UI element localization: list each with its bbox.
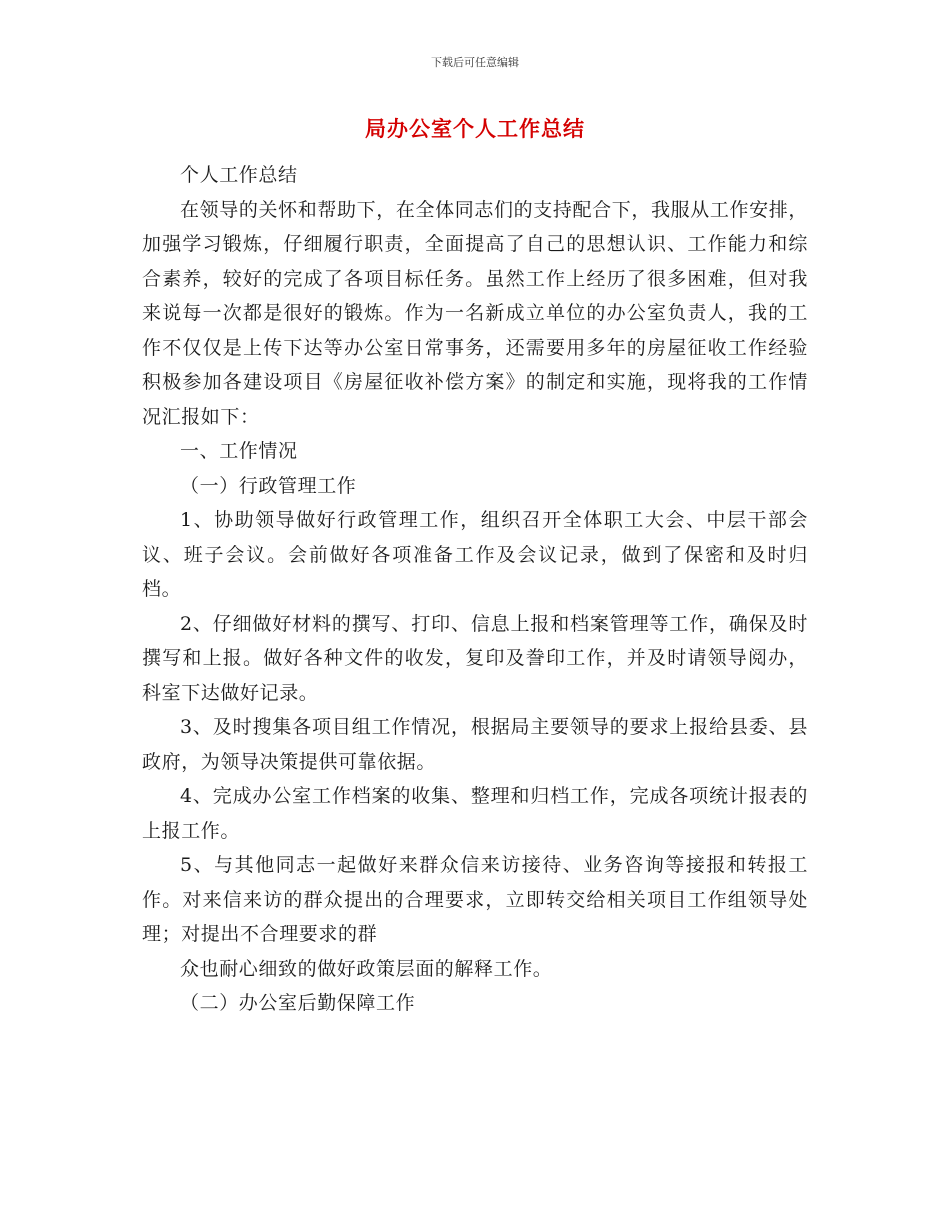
document-title: 局办公室个人工作总结 [365, 117, 585, 141]
subsection-heading-admin: （一）行政管理工作 [180, 474, 357, 497]
header-note: 下载后可任意编辑 [431, 56, 519, 69]
section-heading-work-situation: 一、工作情况 [180, 440, 298, 462]
paragraph-item-5: 5、与其他同志一起做好来群众信来访接待、业务咨询等接报和转报工作。对来信来访的群众提出的合理要求，立即转交给相关项目工作组领导处理；对提出不合理要求的群 [142, 854, 808, 945]
paragraph-subtitle: 个人工作总结 [180, 164, 298, 186]
paragraph-item-2: 2、仔细做好材料的撰写、打印、信息上报和档案管理等工作，确保及时撰写和上报。做好各种文件的收发，复印及誊印工作，并及时请领导阅办，科室下达做好记录。 [142, 612, 808, 704]
paragraph-item-5-continued: 众也耐心细致的做好政策层面的解释工作。 [180, 957, 553, 980]
paragraph-item-1: 1、协助领导做好行政管理工作，组织召开全体职工大会、中层干部会议、班子会议。会前做好各项准备工作及会议记录，做到了保密和及时归档。 [142, 509, 808, 600]
document-body [142, 158, 808, 1021]
paragraph-intro: 在领导的关怀和帮助下，在全体同志们的支持配合下，我服从工作安排，加强学习锻炼，仔细履行职责，全面提高了自己的思想认识、工作能力和综合素养，较好的完成了各项目标任务。虽然工作上经历了很多困难，但对我来说每一次都是很好的锻炼。作为一名新成立单位的办公室负责人，我的工作不仅仅是上传下达等办公室日常事务，还需要用多年的房屋征收工作经验积极参加各建设项目《房屋征收补偿方案》的制定和实施，现将我的工作情况汇报如下： [142, 198, 808, 428]
paragraph-item-3: 3、及时搜集各项目组工作情况，根据局主要领导的要求上报给县委、县政府，为领导决策提供可靠依据。 [142, 716, 808, 773]
paragraph-item-4: 4、完成办公室工作档案的收集、整理和归档工作，完成各项统计报表的上报工作。 [142, 785, 808, 842]
subsection-heading-logistics: （二）办公室后勤保障工作 [180, 992, 416, 1014]
